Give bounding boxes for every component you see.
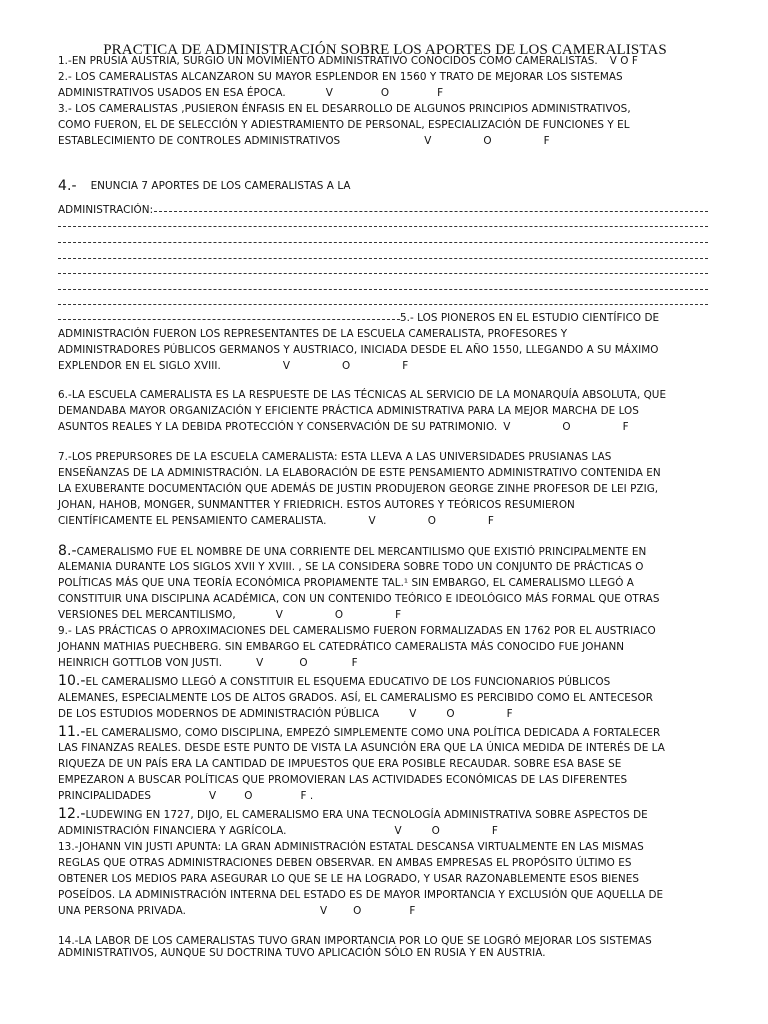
- answer-line[interactable]: [58, 273, 708, 274]
- option-v: V: [275, 609, 283, 621]
- question-12-line-2: [58, 825, 710, 838]
- question-7-line-5: [58, 515, 710, 528]
- option-f: F: [351, 657, 358, 669]
- question-5-text: EXPLENDOR EN EL SIGLO XVIII.: [58, 360, 221, 372]
- question-13-line-3: OBTENER LOS MEDIOS PARA ASEGURAR LO QUE SE LE HA LOGRADO, Y USAR RAZONABLEMENTE ESOS BIENES: [58, 873, 639, 885]
- question-12-text-end: ADMINISTRACIÓN FINANCIERA Y AGRÍCOLA.: [58, 825, 287, 837]
- option-f: F .: [300, 790, 314, 802]
- answer-line[interactable]: [58, 304, 708, 305]
- question-8-line-2: ALEMANIA DURANTE LOS SIGLOS XVII Y XVIII. , SE LA CONSIDERA SOBRE TODO UN CONJUNTO DE PRÁCTICAS O: [58, 561, 644, 573]
- option-v: V: [424, 135, 432, 147]
- question-11-line-1: [58, 726, 710, 740]
- question-3-line-3: [58, 135, 710, 148]
- option-v: V: [256, 657, 264, 669]
- question-9-line-2: JOHANN MATHIAS PUECHBERG. SIN EMBARGO EL CATEDRÁTICO CAMERALISTA MÁS CONOCIDO FUE JOHANN: [58, 641, 625, 653]
- option-o: O: [244, 790, 253, 802]
- question-3-line-2: COMO FUERON, EL DE SELECCIÓN Y ADIESTRAMIENTO DE PERSONAL, ESPECIALIZACIÓN DE FUNCIONES Y EL: [58, 119, 630, 131]
- question-9-line-1: 9.- LAS PRÁCTICAS O APROXIMACIONES DEL CAMERALISMO FUERON FORMALIZADAS EN 1762 POR EL AUSTRIACO: [58, 625, 656, 637]
- question-8-line-3: POLÍTICAS MÁS QUE UNA TEORÍA ECONÓMICA PROPIAMENTE TAL.¹ SIN EMBARGO, EL CAMERALISMO LLEGÓ A: [58, 577, 634, 589]
- answer-line[interactable]: [58, 226, 708, 227]
- question-1: [58, 55, 710, 68]
- option-f: F: [506, 708, 513, 720]
- option-o: O: [299, 657, 308, 669]
- option-v: V: [282, 360, 290, 372]
- option-f: F: [487, 515, 494, 527]
- question-6-text: ASUNTOS REALES Y LA DEBIDA PROTECCIÓN Y CONSERVACIÓN DE SU PATRIMONIO.: [58, 421, 498, 433]
- question-8-number: 8.-: [58, 543, 77, 559]
- question-7-line-3: LA EXUBERANTE DOCUMENTACIÓN QUE ADEMÁS DE JUSTIN PRODUJERON GEORGE ZINHE PROFESOR DE LEI PZIG,: [58, 483, 659, 495]
- question-14-line-2: ADMINISTRATIVOS, AUNQUE SU DOCTRINA TUVO APLICACIÓN SÓLO EN RUSIA Y EN AUSTRIA.: [58, 947, 546, 959]
- option-f: F: [402, 360, 409, 372]
- option-o: O: [431, 825, 440, 837]
- question-1-text: 1.-EN PRUSIA AUSTRIA, SURGIO UN MOVIMIENTO ADMINISTRATIVO CONOCIDOS COMO CAMERALISTAS.: [58, 55, 598, 67]
- question-13-line-1: 13.-JOHANN VIN JUSTI APUNTA: LA GRAN ADMINISTRACIÓN ESTATAL DESCANSA VIRTUALMENTE EN LAS MISMAS: [58, 841, 644, 853]
- question-4-number: 4.-: [58, 178, 77, 194]
- answer-line[interactable]: [58, 258, 708, 259]
- question-13-text: UNA PERSONA PRIVADA.: [58, 905, 186, 917]
- question-8-text: [58, 545, 646, 559]
- option-o: O: [427, 515, 436, 527]
- question-6-line-2: DEMANDABA MAYOR ORGANIZACIÓN Y EFICIENTE PRÁCTICA ADMINISTRATIVA PARA LA MEJOR MARCHA DE LOS: [58, 405, 639, 417]
- option-v: V: [394, 825, 402, 837]
- question-6-line-3: [58, 421, 710, 434]
- option-f: F: [437, 87, 444, 99]
- option-o: O: [353, 905, 362, 917]
- option-o: O: [334, 609, 344, 621]
- question-5-line-1: 5.- LOS PIONEROS EN EL ESTUDIO CIENTÍFICO DE: [400, 312, 660, 324]
- question-8-line-1: [58, 545, 710, 559]
- question-10-text-end: DE LOS ESTUDIOS MODERNOS DE ADMINISTRACIÓN PÚBLICA: [58, 708, 380, 720]
- question-7-text: CIENTÍFICAMENTE EL PENSAMIENTO CAMERALISTA.: [58, 515, 327, 527]
- question-12-number: 12.-: [58, 806, 86, 822]
- option-f: F: [491, 825, 498, 837]
- option-f: F: [543, 135, 550, 147]
- question-11-number: 11.-: [58, 724, 86, 740]
- page-title: PRACTICA DE ADMINISTRACIÓN SOBRE LOS APORTES DE LOS CAMERALISTAS: [103, 42, 667, 58]
- option-f: F: [395, 609, 402, 621]
- question-10-text: [58, 675, 610, 689]
- question-13-line-2: REGLAS QUE OTRAS ADMINISTRACIONES DEBEN OBSERVAR. EN AMBAS EMPRESAS EL PROPÓSITO ÚLTIMO ES: [58, 857, 632, 869]
- option-o: O: [562, 421, 571, 433]
- question-6-line-1: 6.-LA ESCUELA CAMERALISTA ES LA RESPUESTE DE LAS TÉCNICAS AL SERVICIO DE LA MONARQUÍA ABSOLUTA, QUE: [58, 389, 667, 401]
- answer-line[interactable]: [58, 319, 400, 320]
- question-2-text: ADMINISTRATIVOS USADOS EN ESA ÉPOCA.: [58, 87, 286, 99]
- question-5-line-2: ADMINISTRACIÓN FUERON LOS REPRESENTANTES DE LA ESCUELA CAMERALISTA, PROFESORES Y: [58, 328, 568, 340]
- option-o: O: [380, 87, 390, 99]
- option-o: O: [446, 708, 455, 720]
- question-2-line-2: [58, 87, 710, 100]
- question-8-line-1-text: CAMERALISMO FUE EL NOMBRE DE UNA CORRIENTE DEL MERCANTILISMO QUE EXISTIÓ PRINCIPALMENTE EN: [76, 546, 647, 558]
- question-3-text: ESTABLECIMIENTO DE CONTROLES ADMINISTRATIVOS: [58, 135, 341, 147]
- question-7-line-2: ENSEÑANZAS DE LA ADMINISTRACIÓN. LA ELABORACIÓN DE ESTE PENSAMIENTO ADMINISTRATIVO CONTENIDA EN: [58, 467, 661, 479]
- question-13-line-4: POSEÍDOS. LA ADMINISTRACIÓN INTERNA DEL ESTADO ES DE MAYOR IMPORTANCIA Y EXCLUSIÓN QUE AQUELLA DE: [58, 889, 664, 901]
- question-1-options: V O F: [609, 55, 638, 67]
- question-5-line-3: ADMINISTRADORES PÚBLICOS GERMANOS Y AUSTRIACO, INICIADA DESDE EL AÑO 1550, LLEGANDO A SU MÁXIMO: [58, 344, 659, 356]
- option-v: V: [325, 87, 333, 99]
- question-12-text: [58, 808, 648, 822]
- question-10-line-3: [58, 708, 710, 721]
- answer-line[interactable]: [58, 289, 708, 290]
- option-v: V: [368, 515, 376, 527]
- question-14-line-1: 14.-LA LABOR DE LOS CAMERALISTAS TUVO GRAN IMPORTANCIA POR LO QUE SE LOGRÓ MEJORAR LOS SISTEMAS: [58, 935, 652, 947]
- option-o: O: [341, 360, 351, 372]
- question-8-line-4: CONSTITUIR UNA DISCIPLINA ACADÉMICA, CON UN CONTENIDO TEÓRICO E IDEOLÓGICO MÁS FORMAL QUE OTRAS: [58, 593, 660, 605]
- question-8-line-5: [58, 609, 710, 622]
- answer-line[interactable]: [58, 242, 708, 243]
- question-9-text: HEINRICH GOTTLOB VON JUSTI.: [58, 657, 223, 669]
- option-f: F: [622, 421, 629, 433]
- question-13-line-5: [58, 905, 710, 918]
- question-10-line-2: ALEMANES, ESPECIALMENTE LOS DE ALTOS GRADOS. ASÍ, EL CAMERALISMO ES PERCIBIDO COMO EL ANTECESOR: [58, 692, 654, 704]
- question-12-line-1: [58, 808, 710, 822]
- question-10-line-1: [58, 675, 710, 689]
- question-11-line-2: LAS FINANZAS REALES. DESDE ESTE PUNTO DE VISTA LA ASUNCIÓN ERA QUE LA ÚNICA MEDIDA DE INTERÉS DE LA: [58, 742, 665, 754]
- question-11-text-end: PRINCIPALIDADES: [58, 790, 152, 802]
- question-12-line-1-text: LUDEWING EN 1727, DIJO, EL CAMERALISMO ERA UNA TECNOLOGÍA ADMINISTRATIVA SOBRE ASPECTOS DE: [85, 809, 648, 821]
- option-f: F: [409, 905, 416, 917]
- question-7-line-4: JOHAN, HAHOB, MONGER, SUNMANTTER Y FRIEDRICH. ESTOS AUTORES Y TEÓRICOS RESUMIERON: [58, 499, 575, 511]
- option-v: V: [409, 708, 417, 720]
- question-10-line-1-text: EL CAMERALISMO LLEGÓ A CONSTITUIR EL ESQUEMA EDUCATIVO DE LOS FUNCIONARIOS PÚBLICOS: [85, 676, 611, 688]
- option-v: V: [503, 421, 511, 433]
- question-11-line-5: [58, 790, 710, 803]
- question-8-text-end: VERSIONES DEL MERCANTILISMO,: [58, 609, 236, 621]
- question-11-line-3: RIQUEZA DE UN PAÍS ERA LA CANTIDAD DE IMPUESTOS QUE ERA POSIBLE RECAUDAR. SOBRE ESA BASE SE: [58, 758, 622, 770]
- question-2-line-1: 2.- LOS CAMERALISTAS ALCANZARON SU MAYOR ESPLENDOR EN 1560 Y TRATO DE MEJORAR LOS SISTEMAS: [58, 71, 623, 83]
- question-11-text: [58, 726, 660, 740]
- question-10-number: 10.-: [58, 673, 86, 689]
- option-v: V: [209, 790, 217, 802]
- answer-line[interactable]: [154, 211, 708, 212]
- question-9-line-3: [58, 657, 710, 670]
- question-11-line-1-text: EL CAMERALISMO, COMO DISCIPLINA, EMPEZÓ SIMPLEMENTE COMO UNA POLÍTICA DEDICADA A FORTALECER: [85, 727, 661, 739]
- question-4-line-2: ADMINISTRACIÓN:: [58, 204, 154, 216]
- question-4-line-1: [58, 180, 710, 193]
- option-o: O: [483, 135, 492, 147]
- question-11-line-4: EMPEZARON A BUSCAR POLÍTICAS QUE PROMOVIERAN LAS ACTIVIDADES ECONÓMICAS DE LAS DIFERENTES: [58, 774, 628, 786]
- option-v: V: [319, 905, 328, 917]
- question-5-line-4: [58, 360, 710, 373]
- question-3-line-1: 3.- LOS CAMERALISTAS ,PUSIERON ÉNFASIS EN EL DESARROLLO DE ALGUNOS PRINCIPIOS ADMINISTRATIVOS,: [58, 103, 631, 115]
- question-4-text: ENUNCIA 7 APORTES DE LOS CAMERALISTAS A LA: [90, 180, 351, 192]
- question-7-line-1: 7.-LOS PREPURSORES DE LA ESCUELA CAMERALISTA: ESTA LLEVA A LAS UNIVERSIDADES PRUSIANAS LAS: [58, 451, 612, 463]
